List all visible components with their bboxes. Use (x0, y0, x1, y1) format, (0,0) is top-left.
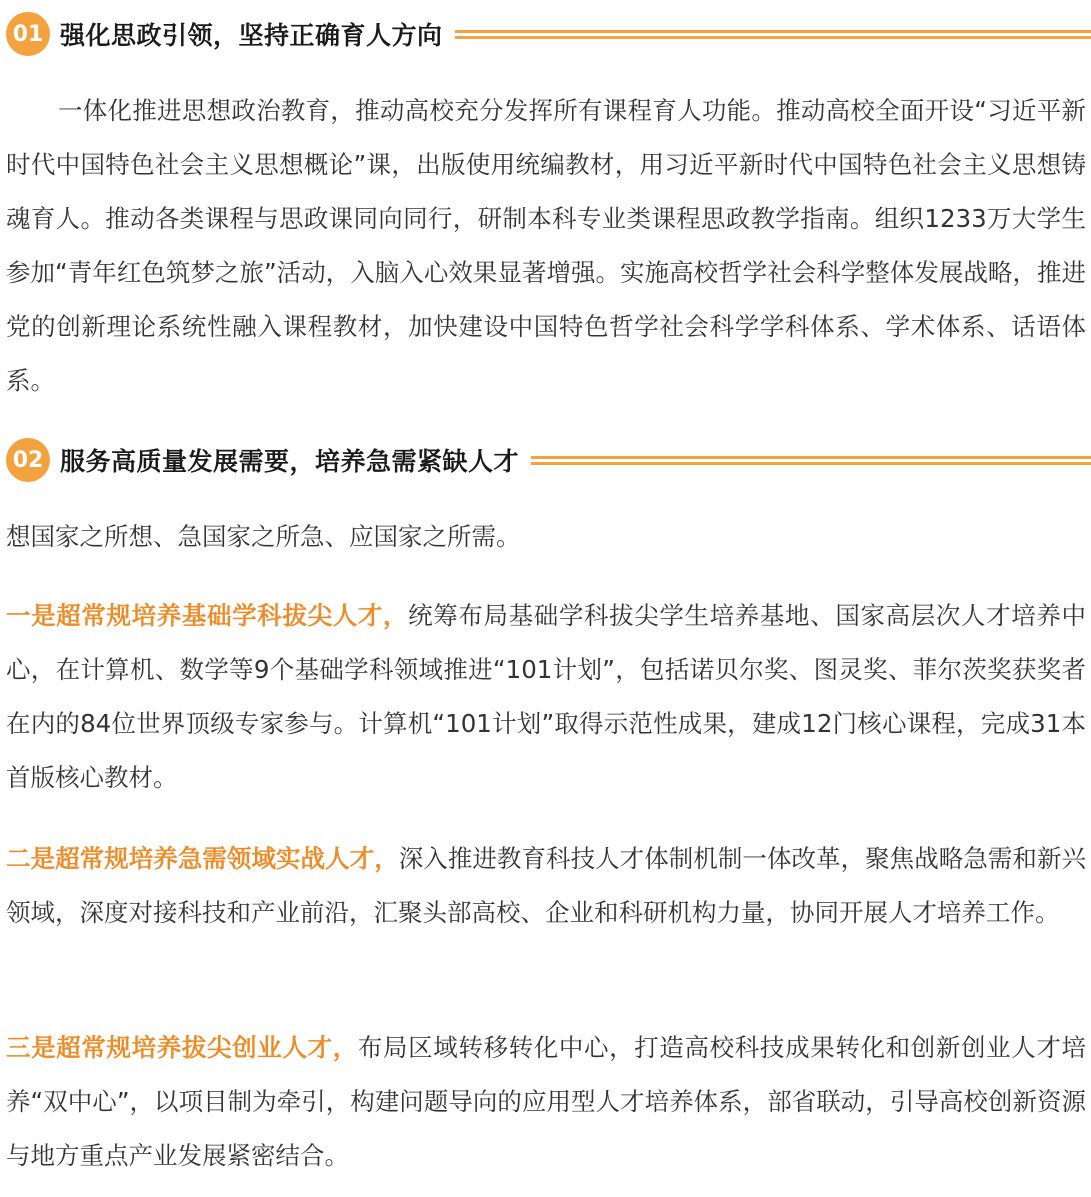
section-1-title: 强化思政引领，坚持正确育人方向 (60, 21, 443, 50)
item-2-lead: 二是超常规培养急需领域实战人才， (6, 844, 399, 873)
item-3-lead: 三是超常规培养拔尖创业人才， (6, 1033, 358, 1062)
section-2-title-rule (531, 456, 1091, 465)
item-3-text: 布局区域转移转化中心，打造高校科技成果转化和创新创业人才培养“双中心”，以项目制为牵引，构建问题导向的应用型人才培养体系，部省联动，引导高校创新资源与地方重点产业发展紧密结合。 (6, 1033, 1087, 1170)
section-2-title: 服务高质量发展需要，培养急需紧缺人才 (60, 447, 520, 476)
item-1-text: 统筹布局基础学科拔尖学生培养基地、国家高层次人才培养中心，在计算机、数学等9个基础学科领域推进“101计划”，包括诺贝尔奖、图灵奖、菲尔茨奖获奖者在内的84位世界顶级专家参与。计算机“101计划”取得示范性成果，建成12门核心课程，完成31本首版核心教材。 (6, 601, 1086, 792)
list-item (6, 1021, 1086, 1183)
item-2-text: 深入推进教育科技人才体制机制一体改革，聚焦战略急需和新兴领域，深度对接科技和产业前沿，汇聚头部高校、企业和科研机构力量，协同开展人才培养工作。 (6, 844, 1087, 927)
section-1-header (6, 11, 1091, 57)
item-1-lead: 一是超常规培养基础学科拔尖人才， (6, 601, 409, 630)
section-1-title-rule (455, 30, 1091, 39)
list-item (6, 832, 1086, 940)
section-2-number-badge: 02 (6, 438, 50, 482)
section-2-header (6, 437, 1091, 483)
section-1-number-badge: 01 (6, 12, 50, 56)
section-2-intro: 想国家之所想、急国家之所急、应国家之所需。 (6, 522, 521, 551)
list-item (6, 589, 1086, 805)
section-1-paragraph: 一体化推进思想政治教育，推动高校充分发挥所有课程育人功能。推动高校全面开设“习近平新时代中国特色社会主义思想概论”课，出版使用统编教材，用习近平新时代中国特色社会主义思想铸魂育人。推动各类课程与思政课同向同行，研制本科专业类课程思政教学指南。组织1233万大学生参加“青年红色筑梦之旅”活动，入脑入心效果显著增强。实施高校哲学社会科学整体发展战略，推进党的创新理论系统性融入课程教材，加快建设中国特色哲学社会科学学科体系、学术体系、话语体系。 (6, 96, 1086, 395)
